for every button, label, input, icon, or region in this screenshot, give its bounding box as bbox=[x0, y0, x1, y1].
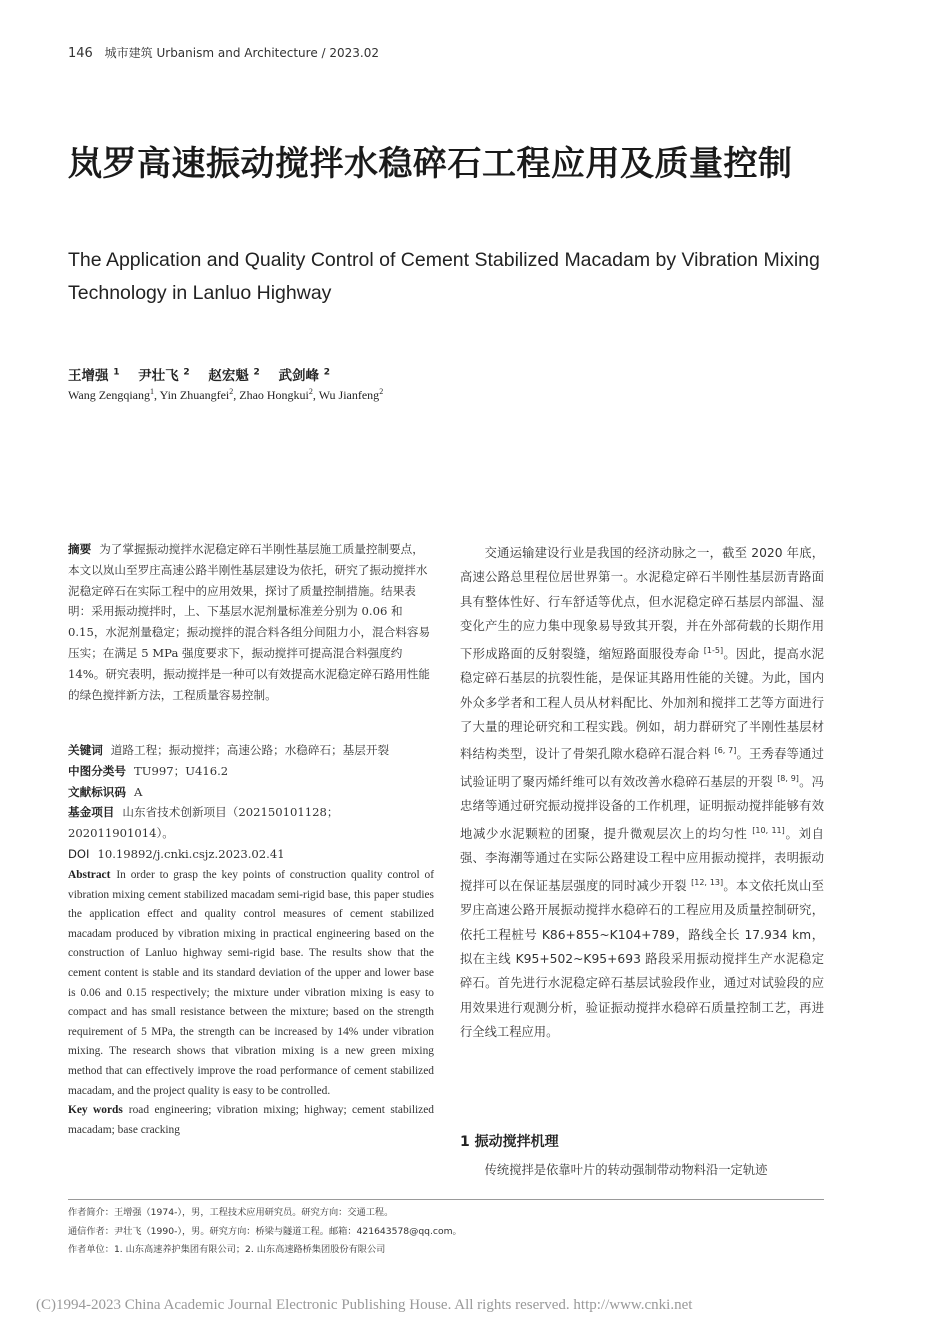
body-text: 。因此，提高水泥稳定碎石基层的抗裂性能，是保证其路用性能的关键。为此，国内外众多学者和工程人员从材料配比、外加剂和搅拌工艺等方面进行了大量的理论研究和工程实践。例如，胡力群研究了半刚性基层材料结构类型，设计了骨架孔隙水稳碎石混合料 bbox=[460, 646, 824, 762]
separator: , bbox=[312, 388, 319, 402]
keywords-en-label: Key words bbox=[68, 1104, 123, 1117]
affiliation-mark: 2 bbox=[308, 387, 313, 396]
citation: [1-5] bbox=[703, 645, 724, 655]
footnote-text: 王增强（1974-），男，工程技术应用研究员。研究方向：交通工程。 bbox=[113, 1207, 394, 1218]
author-cn-3 bbox=[208, 368, 259, 384]
body-text: 交通运输建设行业是我国的经济动脉之一，截至 2020 年底，高速公路总里程位居世界第一。水泥稳定碎石半刚性基层沥青路面具有整体性好、行车舒适等优点，但水泥稳定碎石基层内部温、湿变化产生的应力集中现象易导致其开裂，并在外部荷载的长期作用下形成路面的反射裂缝，缩短路面服役寿命 bbox=[460, 546, 824, 661]
footnotes bbox=[68, 1204, 824, 1260]
doi-row bbox=[68, 844, 434, 865]
footnote-affiliation bbox=[68, 1241, 824, 1260]
intro-paragraph bbox=[460, 541, 824, 1045]
affiliation-mark: 2 bbox=[229, 387, 234, 396]
affiliation-mark: 1 bbox=[113, 367, 120, 378]
author-name: 赵宏魁 bbox=[208, 368, 249, 384]
affiliation-mark: 2 bbox=[379, 387, 384, 396]
author-en-name: Zhao Hongkui bbox=[239, 388, 309, 402]
footnote-corresponding bbox=[68, 1223, 824, 1242]
abstract-chinese bbox=[68, 539, 434, 705]
article-metadata bbox=[68, 740, 434, 865]
fund-value: 山东省技术创新项目（202150101128；202011901014）。 bbox=[68, 805, 339, 841]
separator: , bbox=[154, 388, 160, 402]
abstract-en-text: In order to grasp the key points of construction quality control of vibration mixing cement stabilized macadam semi-rigid base, this paper studies the application effect and quality control measures of cement stabilized macadam produced by vibration mixing in practical engineering based on the construction of Lanluo highway semi-rigid base. The results show that the cement content is stable and its standard deviation of the upper and lower base is 0.06 and 0.15 respectively; the mixture under vibration mixing is easy to compact and has small resistance between the mixture; based on the strength requirement of 5 MPa, the strength can be increased by 14% under vibration mixing. The research shows that vibration mixing is a new green mixing method that can effectively improve the road performance of cement stabilized macadam, and the project quality is easy to be controlled. bbox=[68, 869, 434, 1097]
body-text: 。本文依托岚山至罗庄高速公路开展振动搅拌水稳碎石的工程应用及质量控制研究，依托工程桩号 K86+855~K104+789，路线全长 17.934 km，拟在主线 K95+502~K95+693 路段采用振动搅拌生产水泥稳定碎石。首先进行水泥稳定碎石基层试验段作业，通过对试验段的应用效果进行观测分析，验证振动搅拌水稳碎石质量控制工艺，再进行全线工程应用。 bbox=[460, 878, 824, 1040]
abstract-english bbox=[68, 866, 434, 1140]
doi-value: 10.19892/j.cnki.csjz.2023.02.41 bbox=[97, 846, 285, 861]
keywords-en-text: road engineering; vibration mixing; highway; cement stabilized macadam; base cracking bbox=[68, 1104, 434, 1136]
doc-code-row bbox=[68, 782, 434, 803]
author-en-name: Yin Zhuangfei bbox=[159, 388, 230, 402]
footnote-text: 尹壮飞（1990-），男。研究方向：桥梁与隧道工程。邮箱：421643578@qq.com。 bbox=[113, 1225, 462, 1237]
footnote-label: 作者单位： bbox=[68, 1244, 114, 1255]
title-english: The Application and Quality Control of Cement Stabilized Macadam by Vibration Mixing Technology in Lanluo Highway bbox=[68, 249, 820, 304]
body-text: 。刘自强、李海潮等通过在实际公路建设工程中应用振动搅拌，表明振动搅拌可以在保证基层强度的同时减少开裂 bbox=[460, 826, 824, 893]
title-chinese: 岚罗高速振动搅拌水稳碎石工程应用及质量控制 bbox=[68, 144, 793, 184]
affiliation-mark: 2 bbox=[183, 367, 190, 378]
clc-row bbox=[68, 761, 434, 782]
section-heading: 1 振动搅拌机理 bbox=[460, 1134, 559, 1150]
authors-english bbox=[68, 387, 383, 403]
author-name: 尹壮飞 bbox=[138, 368, 179, 384]
authors-chinese bbox=[68, 364, 344, 384]
author-en-name: Wang Zengqiang bbox=[68, 388, 151, 402]
author-en-name: Wu Jianfeng bbox=[318, 388, 380, 402]
abstract-text: 为了掌握振动搅拌水泥稳定碎石半刚性基层施工质量控制要点，本文以岚山至罗庄高速公路半刚性基层建设为依托，研究了振动搅拌水泥稳定碎石在实际工程中的应用效果，探讨了质量控制措施。结果表明：采用振动搅拌时，上、下基层水泥剂量标准差分别为 0.06 和 0.15，水泥剂量稳定；振动搅拌的混合料各组分间阻力小，混合料容易压实；在满足 5 MPa 强度要求下，振动搅拌可提高混合料强度约 14%。研究表明，振动搅拌是一种可以有效提高水泥稳定碎石路用性能的绿色搅拌新方法，工程质量容易控制。 bbox=[68, 542, 431, 702]
footnote-label: 作者简介： bbox=[68, 1207, 114, 1218]
clc-label: 中图分类号 bbox=[68, 763, 126, 778]
affiliation-mark: 1 bbox=[150, 387, 155, 396]
author-name: 王增强 bbox=[68, 368, 109, 384]
citation: [6, 7] bbox=[714, 746, 737, 756]
running-header bbox=[68, 44, 379, 61]
fund-row bbox=[68, 802, 434, 844]
citation: [12, 13] bbox=[691, 877, 724, 887]
citation: [8, 9] bbox=[777, 773, 799, 783]
author-cn-2 bbox=[138, 368, 189, 384]
fund-label: 基金项目 bbox=[68, 805, 115, 820]
abstract-en-label: Abstract bbox=[68, 869, 111, 881]
citation: [10, 11] bbox=[752, 825, 785, 835]
abstract-label: 摘要 bbox=[68, 542, 92, 556]
copyright-watermark: (C)1994-2023 China Academic Journal Electronic Publishing House. All rights reserved. http://www.cnki.net bbox=[36, 1297, 693, 1313]
introduction-body bbox=[460, 541, 824, 1045]
page-number: 146 bbox=[68, 46, 93, 61]
keywords-value: 道路工程；振动搅拌；高速公路；水稳碎石；基层开裂 bbox=[110, 743, 390, 757]
body-text: 。王秀春等通过试验证明了聚丙烯纤维可以有效改善水稳碎石基层的开裂 bbox=[460, 747, 824, 789]
body-text: 。冯忠绪等通过研究振动搅拌设备的工作机理，证明振动搅拌能够有效地减少水泥颗粒的团聚，提升微观层次上的均匀性 bbox=[460, 774, 824, 841]
author-name: 武剑峰 bbox=[278, 368, 320, 384]
section-paragraph: 传统搅拌是依靠叶片的转动强制带动物料沿一定轨迹 bbox=[484, 1163, 768, 1177]
footnote-author-bio bbox=[68, 1204, 824, 1223]
affiliation-mark: 2 bbox=[253, 367, 260, 378]
footnote-divider bbox=[68, 1199, 824, 1200]
footnote-text: 1. 山东高速养护集团有限公司；2. 山东高速路桥集团股份有限公司 bbox=[113, 1244, 386, 1255]
separator: , bbox=[233, 388, 240, 402]
doc-code-value: A bbox=[133, 784, 143, 799]
journal-name: 城市建筑 Urbanism and Architecture / 2023.02 bbox=[104, 46, 380, 60]
author-cn-1 bbox=[68, 368, 119, 384]
affiliation-mark: 2 bbox=[323, 367, 330, 378]
doi-label: DOI bbox=[68, 846, 90, 861]
clc-value: TU997；U416.2 bbox=[133, 763, 229, 778]
footnote-label: 通信作者： bbox=[68, 1225, 114, 1237]
keywords-label: 关键词 bbox=[68, 743, 103, 757]
keywords-row bbox=[68, 740, 434, 761]
doc-code-label: 文献标识码 bbox=[68, 784, 126, 799]
author-cn-4 bbox=[279, 368, 330, 384]
